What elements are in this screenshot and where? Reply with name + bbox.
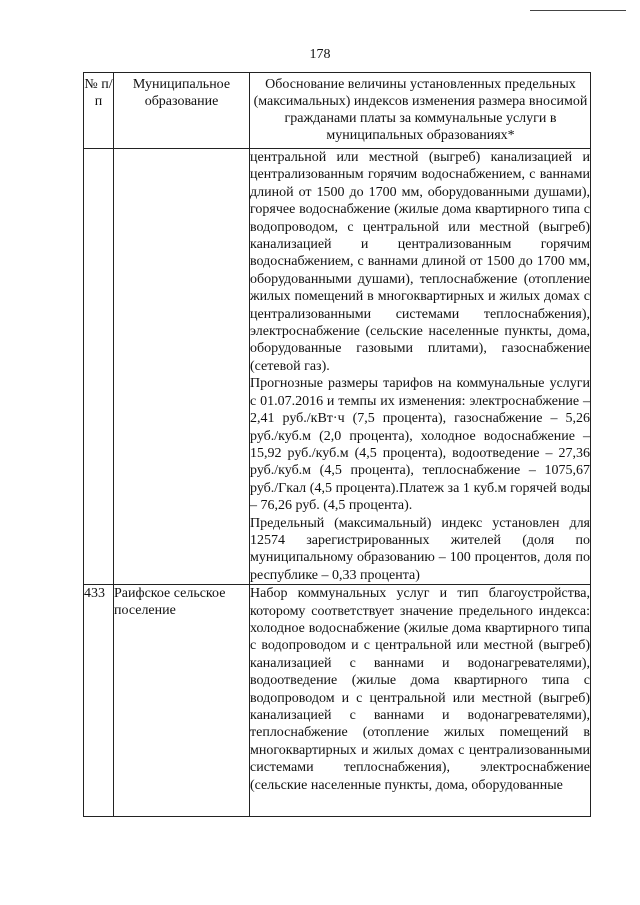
page-number: 178: [309, 47, 331, 62]
table-header-row: [84, 73, 591, 149]
paragraph: Прогнозные размеры тарифов на коммунальные услуги с 01.07.2016 и темпы их изменения: электроснабжение – 2,41 руб./кВт·ч (7,5 процента), газоснабжение – 5,26 руб./куб.м (2,0 процента), холодное водоснабжение – 15,92 руб./куб.м (4,5 процента), водоотведение – 27,36 руб./куб.м (4,5 процента), теплоснабжение – 1075,67 руб./Гкал (4,5 процента).Платеж за 1 куб.м горячей воды – 76,26 руб. (4,5 процента).: [250, 376, 590, 514]
paragraph: Предельный (максимальный) индекс установлен для 12574 зарегистрированных жителей (доля по муниципальному образованию – 100 процентов, доля по республике – 0,33 процента): [250, 515, 590, 583]
header-rule: [530, 10, 626, 11]
table-row: [84, 585, 591, 817]
table-row: [84, 149, 591, 585]
row-num: [84, 149, 114, 585]
paragraph: центральной или местной (выгреб) канализацией и централизованным горячим водоснабжением, с ваннами длиной от 1500 до 1700 мм, оборудованными душами), горячее водоснабжение (жилые дома квартирного типа с водопроводом, с центральной или местной (выгреб) канализацией и централизованным горячим водоснабжением, с ваннами длиной от 1500 до 1700 мм, оборудованными душами), теплоснабжение (отопление жилых помещений в многоквартирных и жилых домах с централизованными системами теплоснабжения), электроснабжение (сельские населенные пункты, дома, оборудованные газовыми плитами), газоснабжение (сетевой газ).: [250, 150, 590, 374]
row-municipality: Раифское сельское поселение: [114, 585, 250, 817]
tariff-table: [83, 72, 591, 817]
row-justification: [250, 149, 591, 585]
row-num: 433: [84, 585, 114, 817]
header-municipality: Муниципальное образование: [114, 73, 250, 149]
paragraph: Набор коммунальных услуг и тип благоустройства, которому соответствует значение предельного индекса: холодное водоснабжение (жилые дома квартирного типа с водопроводом и с центральной или местной (выгреб) канализацией с ваннами и водонагревателями), водоотведение (жилые дома квартирного типа с водопроводом и с центральной или местной (выгреб) канализацией с ваннами и водонагревателями), теплоснабжение (отопление жилых помещений в многоквартирных и жилых домах с централизованными системами теплоснабжения), электроснабжение (сельские населенные пункты, дома, оборудованные: [250, 586, 590, 793]
row-municipality: [114, 149, 250, 585]
header-num: № п/п: [84, 73, 114, 149]
row-justification: [250, 585, 591, 817]
header-justification: Обоснование величины установленных предельных (максимальных) индексов изменения размера вносимой гражданами платы за коммунальные услуги в муниципальных образованиях*: [250, 73, 591, 149]
